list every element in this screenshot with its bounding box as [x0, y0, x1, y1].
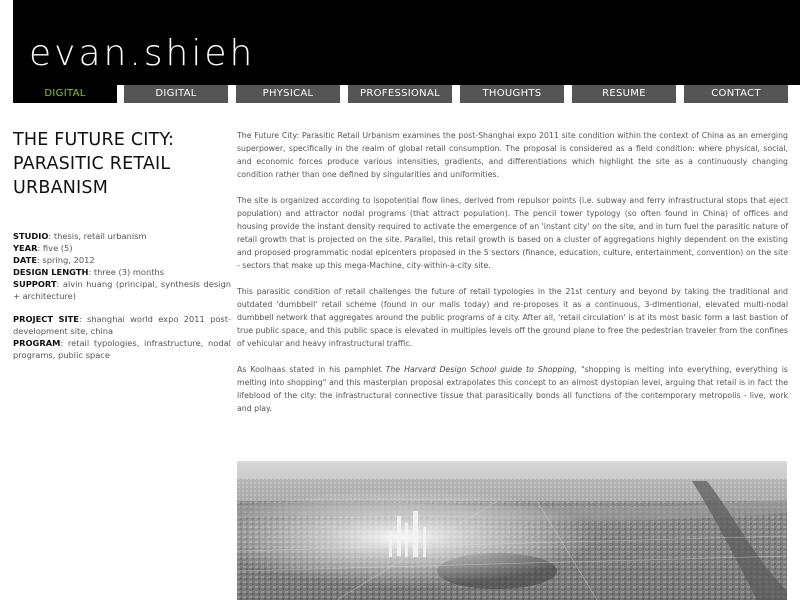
project-title-line: URBANISM: [13, 178, 109, 198]
meta-value: : three (3) months: [88, 267, 165, 277]
meta-design-length: [13, 266, 231, 278]
nav-item-physical[interactable]: PHYSICAL: [236, 85, 340, 103]
meta-value: : spring, 2012: [37, 255, 95, 265]
meta-key: DATE: [13, 255, 37, 265]
project-render-image: [237, 461, 787, 600]
project-title-line: THE FUTURE CITY:: [13, 130, 175, 150]
meta-value: : shanghai world expo 2011 post-development site, china: [13, 314, 231, 336]
meta-value: : thesis, retail urbanism: [48, 231, 147, 241]
nav-item-professional[interactable]: PROFESSIONAL: [348, 85, 452, 103]
quote-body: , "shopping is melting into everything, everything is melting into shopping" and this masterplan proposal extrapolates this concept to an almost dystopian level, arguing that retail is in fact the lifeblood of the city: the infrastructural connective tissue that parasitically bonds all functions of the contemporary metropolis - live, work and play.: [237, 365, 788, 413]
meta-program: [13, 337, 231, 361]
meta-key: SUPPORT: [13, 279, 57, 289]
meta-date: [13, 254, 231, 266]
aerial-city-render: [237, 461, 787, 600]
description-paragraph: The Future City: Parasitic Retail Urbanism examines the post-Shanghai expo 2011 site condition within the context of China as an emerging superpower, specifically in the realm of global retail consumption. The proposal is considered as a field condition: where physical, social, and economic forces produce various intensities, gradients, and differentiations which highlight the site as a continuously changing condition rather than one defined by singularities and uniformities.: [237, 131, 788, 179]
meta-value: : retail typologies, infrastructure, nodal programs, public space: [13, 338, 231, 360]
meta-key: STUDIO: [13, 231, 49, 241]
project-title-line: PARASITIC RETAIL: [13, 154, 171, 174]
site-title[interactable]: evan.shieh: [29, 33, 256, 74]
meta-project-site: [13, 313, 231, 337]
site-header: [13, 0, 800, 85]
main-nav: [13, 85, 800, 103]
meta-studio: [13, 230, 231, 242]
meta-value: : alvin huang (principal, synthesis design + architecture): [13, 279, 231, 301]
meta-key: PROJECT SITE: [13, 314, 79, 324]
nav-item-thoughts[interactable]: THOUGHTS: [460, 85, 564, 103]
nav-item-digital-active[interactable]: DIGITAL: [13, 85, 117, 103]
meta-key: DESIGN LENGTH: [13, 267, 89, 277]
project-description: [237, 129, 788, 428]
project-meta: [13, 230, 231, 361]
description-paragraph: This parasitic condition of retail challenges the future of retail typologies in the 21st century and beyond by taking the traditional and outdated 'dumbbell' retail scheme (found in our malls today) and re-proposes it as a continuous, 3-dimentional, elevated multi-nodal dumbbell network that aggregates around the public programs of a city. After all, 'retail circulation' is at its most basic form a last bastion of true public space, and this public space is elevated in multiples levels off the ground plane to free the pedestrian traveler from the confines of vehicular and heavy infrastructural traffic.: [237, 287, 788, 348]
meta-support: [13, 278, 231, 302]
nav-item-resume[interactable]: RESUME: [572, 85, 676, 103]
description-paragraph: The site is organized according to isopotential flow lines, derived from repulsor points (i.e. subway and ferry infrastructural stops that eject population) and attractor nodal programs (that attract population). The pencil tower typology (so often found in China) of offices and housing provide the instant density required to activate the emergence of an 'instant city' on the site, and in turn fuel the parasitic nature of retail growth that is projected on the site. Parallel, this retail growth is based on a cluster of aggregations highly dependent on the existing and proposed programmatic nodal epicenters proposed in the 5 sectors (finance, education, culture, entertainment, convention) on the site - sectors that make up this mega-Machine, city-within-a-city site.: [237, 196, 788, 270]
nav-item-digital[interactable]: DIGITAL: [124, 85, 228, 103]
description-paragraph: [237, 363, 788, 415]
meta-year: [13, 242, 231, 254]
project-title: [13, 128, 231, 200]
meta-key: YEAR: [13, 243, 38, 253]
book-title: The Harvard Design School guide to Shopping: [385, 365, 575, 374]
quote-lead: As Koolhaas stated in his pamphlet: [237, 365, 386, 374]
project-sidebar: [13, 128, 231, 361]
nav-item-contact[interactable]: CONTACT: [684, 85, 788, 103]
meta-value: : five (5): [37, 243, 73, 253]
meta-gap: [13, 302, 231, 313]
meta-key: PROGRAM: [13, 338, 61, 348]
